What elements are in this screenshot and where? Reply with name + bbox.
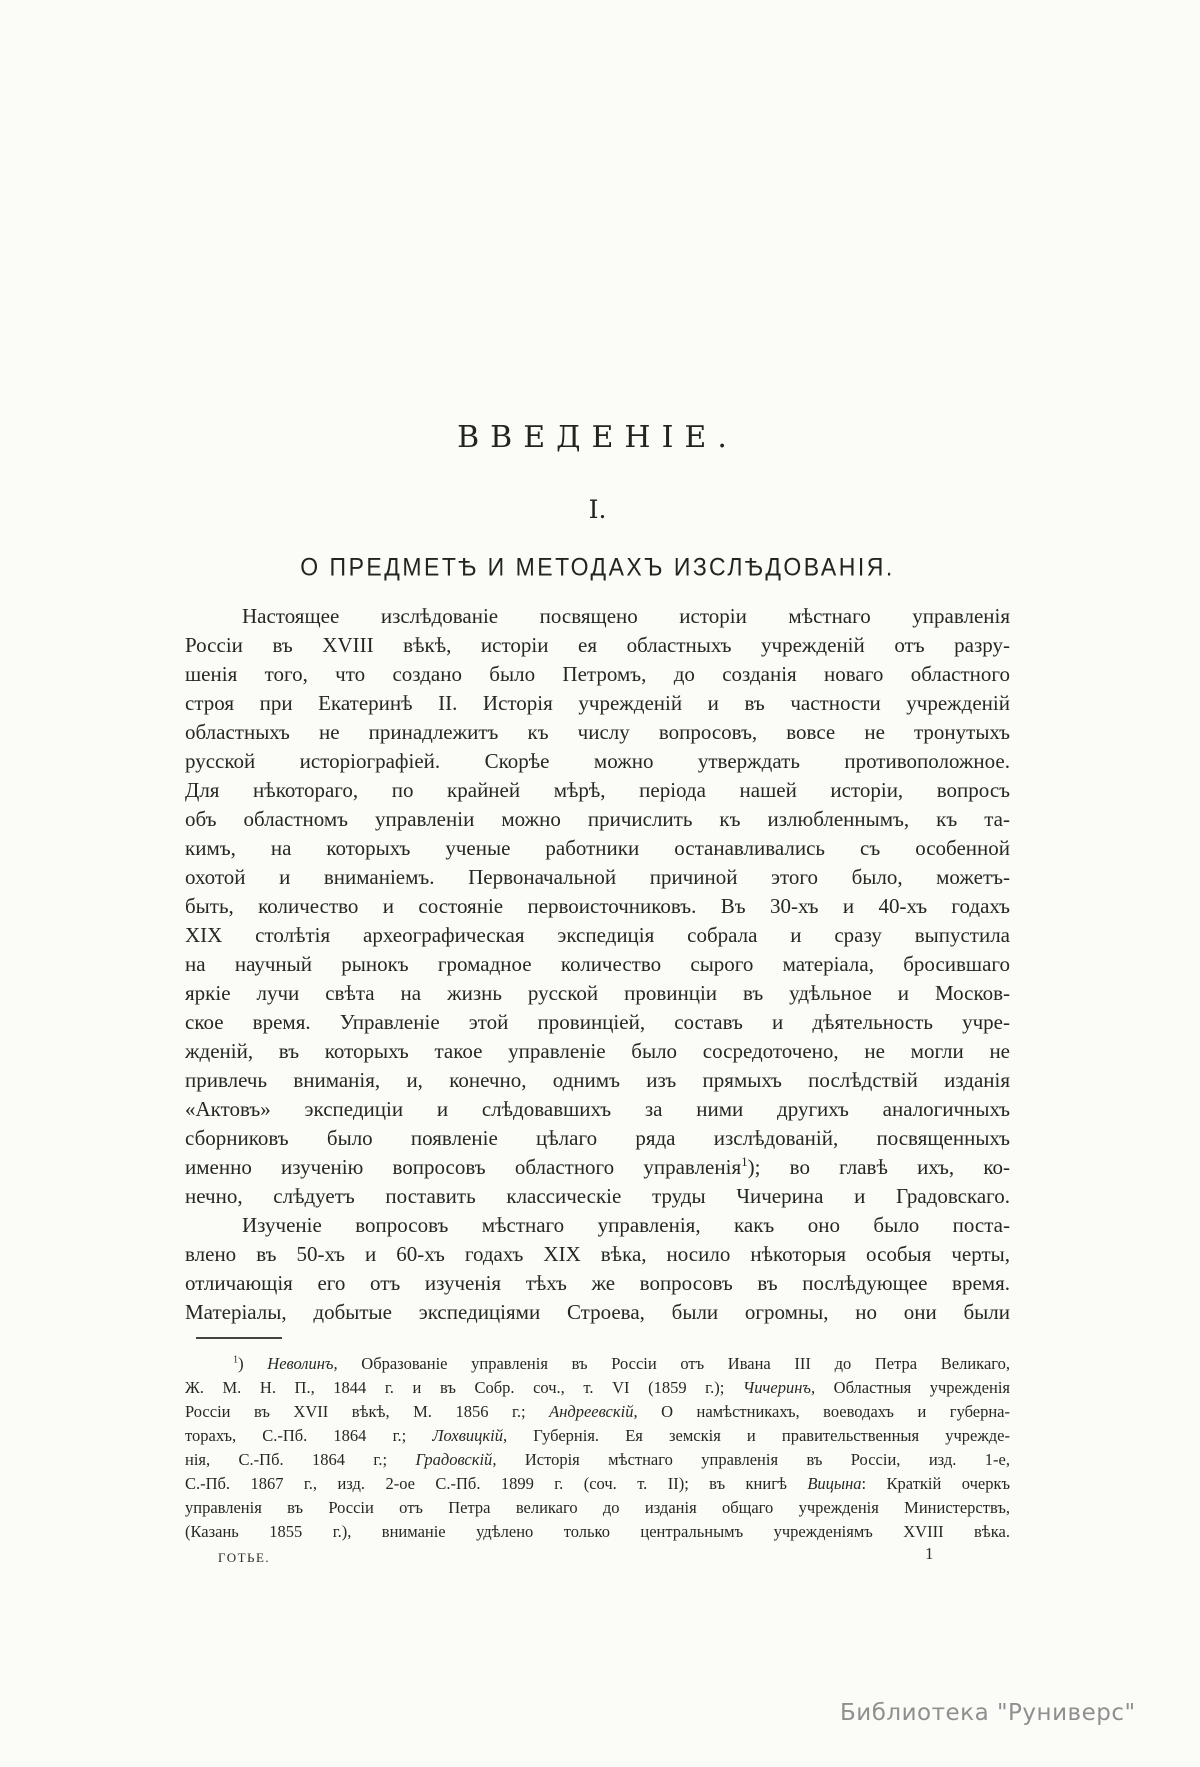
footer-signature: ГОТЬЕ. — [218, 1550, 271, 1565]
text-line: XIX столѣтія археографическая экспедиція собрала и сразу выпустила — [185, 923, 1010, 947]
text-line: шенія того, что создано было Петромъ, до созданія новаго областного — [185, 662, 1010, 686]
text-line: яркіе лучи свѣта на жизнь русской провинціи въ удѣльное и Москов- — [185, 981, 1010, 1005]
text-line: нечно, слѣдуетъ поставить классическіе труды Чичерина и Градовскаго. — [185, 1184, 1010, 1208]
text-line: ское время. Управленіе этой провинціей, составъ и дѣятельность учре- — [185, 1010, 1010, 1034]
text-line: русской исторіографіей. Скорѣе можно утверждать противоположное. — [185, 749, 1010, 773]
paragraph-1 — [185, 602, 1010, 1211]
page-title: ВВЕДЕНІЕ. — [457, 420, 738, 455]
text-line: сборниковъ было появленіе цѣлаго ряда изслѣдованій, посвященныхъ — [185, 1126, 1010, 1150]
footnote — [185, 1352, 1010, 1544]
page-number: 1 — [925, 1544, 934, 1563]
section-heading: О ПРЕДМЕТѢ И МЕТОДАХЪ ИЗСЛѢДОВАНІЯ. — [300, 552, 895, 581]
text-line: быть, количество и состояніе первоисточниковъ. Въ 30-хъ и 40-хъ годахъ — [185, 894, 1010, 918]
text-line: Матеріалы, добытые экспедиціями Строева, были огромны, но они были — [185, 1300, 1010, 1324]
paragraph-2 — [185, 1211, 1010, 1327]
text-line: на научный рынокъ громадное количество сырого матеріала, бросившаго — [185, 952, 1010, 976]
text-line: управленія въ Россіи отъ Петра великаго до изданія общаго учрежденія Министерствъ, — [185, 1498, 1010, 1517]
text-line: нія, С.-Пб. 1864 г.; Градовскій, Исторія мѣстнаго управленія въ Россіи, изд. 1-е, — [185, 1450, 1010, 1469]
text-line: $^1$) Неволинъ, Образованіе управленія въ Россіи отъ Ивана III до Петра Великаго, — [233, 1354, 1010, 1373]
text-line: влено въ 50-хъ и 60-хъ годахъ XIX вѣка, носило нѣкоторыя особыя черты, — [185, 1242, 1010, 1266]
text-line: Россіи въ XVII вѣкѣ, М. 1856 г.; Андреевскій, О намѣстникахъ, воеводахъ и губерна- — [185, 1402, 1010, 1421]
body-text — [185, 602, 1010, 1327]
text-line: Изученіе вопросовъ мѣстнаго управленія, какъ оно было поста- — [242, 1213, 1010, 1237]
library-watermark: Библиотека "Руниверс" — [840, 1700, 1136, 1726]
text-line: торахъ, С.-Пб. 1864 г.; Лохвицкій, Губернія. Ея земскія и правительственныя учрежде- — [185, 1426, 1010, 1445]
text-line: Россіи въ XVIII вѣкѣ, исторіи ея областныхъ учрежденій отъ разру- — [185, 633, 1010, 657]
text-line: «Актовъ» экспедиціи и слѣдовавшихъ за ними другихъ аналогичныхъ — [185, 1097, 1010, 1121]
text-line: охотой и вниманіемъ. Первоначальной причиной этого было, можетъ- — [185, 865, 1010, 889]
text-line: отличающія его отъ изученія тѣхъ же вопросовъ въ послѣдующее время. — [185, 1271, 1010, 1295]
text-line: жденій, въ которыхъ такое управленіе было сосредоточено, не могли не — [185, 1039, 1010, 1063]
text-line: Ж. М. Н. П., 1844 г. и въ Собр. соч., т. VI (1859 г.); Чичеринъ, Областныя учрежденія — [185, 1378, 1010, 1397]
text-line: привлечь вниманія, и, конечно, однимъ изъ прямыхъ послѣдствій изданія — [185, 1068, 1010, 1092]
text-line: С.-Пб. 1867 г., изд. 2-ое С.-Пб. 1899 г. (соч. т. II); въ книгѣ Вицына: Краткій очеркъ — [185, 1474, 1010, 1493]
text-line: объ областномъ управленіи можно причислить къ излюбленнымъ, къ та- — [185, 807, 1010, 831]
text-line: Для нѣкотораго, по крайней мѣрѣ, періода нашей исторіи, вопросъ — [185, 778, 1010, 802]
text-line: Настоящее изслѣдованіе посвящено исторіи мѣстнаго управленія — [242, 604, 1010, 628]
text-line: (Казань 1855 г.), вниманіе удѣлено только центральнымъ учрежденіямъ XVIII вѣка. — [185, 1522, 1010, 1541]
text-line: именно изученію вопросовъ областного управленія$^1$); во главѣ ихъ, ко- — [185, 1154, 1010, 1179]
text-line: областныхъ не принадлежитъ къ числу вопросовъ, вовсе не тронутыхъ — [185, 720, 1010, 744]
text-line: строя при Екатеринѣ II. Исторія учрежденій и въ частности учрежденій — [185, 691, 1010, 715]
footnote-rule — [196, 1337, 282, 1339]
text-line: кимъ, на которыхъ ученые работники останавливались съ особенной — [185, 836, 1010, 860]
section-number: I. — [588, 495, 607, 524]
